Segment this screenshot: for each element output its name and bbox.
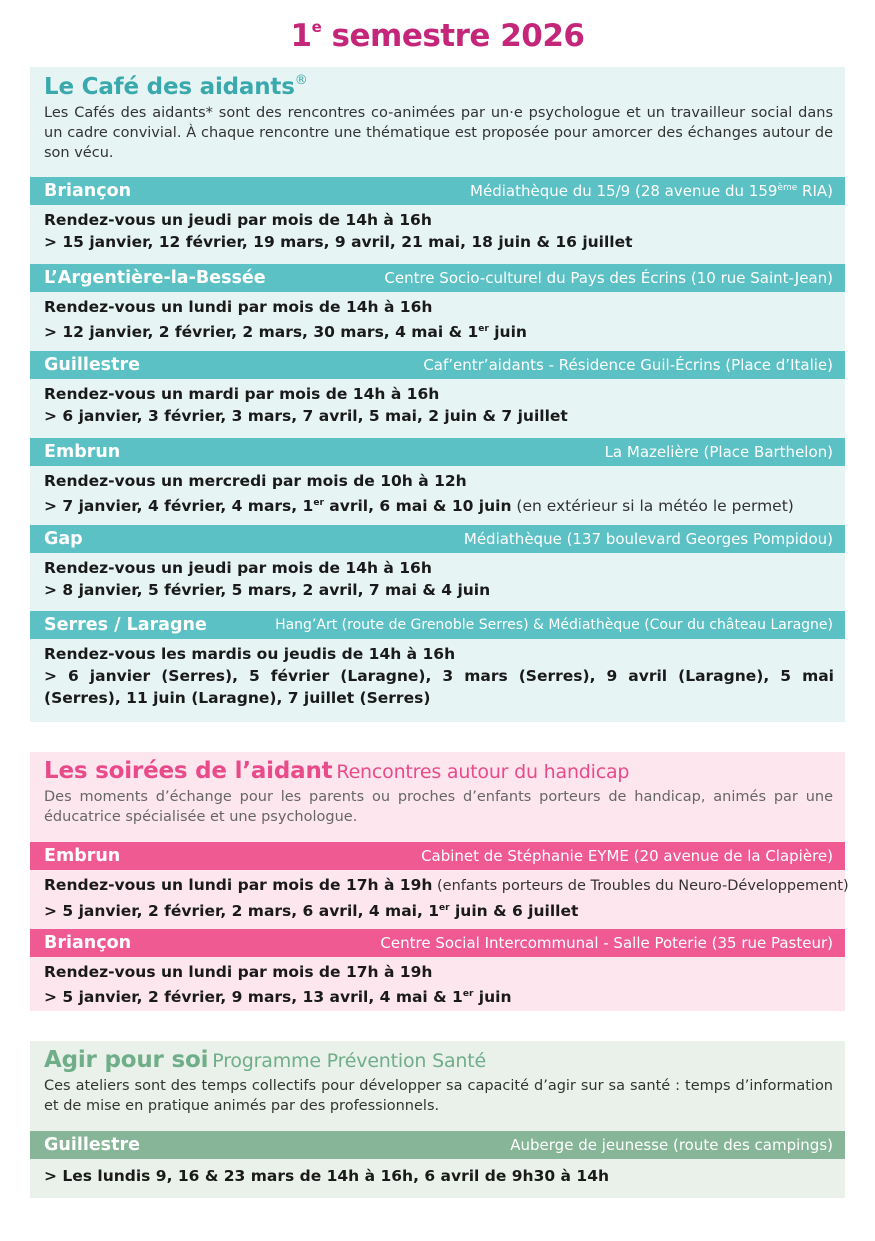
agir-header — [44, 1047, 833, 1116]
dates-note: (en extérieur si la météo le permet) — [511, 497, 794, 515]
detail-briancon — [44, 961, 834, 1008]
location-bar-briancon — [30, 929, 845, 957]
location-city: Serres / Laragne — [44, 615, 207, 635]
page-title-sup: e — [311, 18, 322, 36]
soirees-description: Des moments d’échange pour les parents ou proches d’enfants porteurs de handicap, animés par une éducatrice spécialisée et une psychologue. — [44, 789, 833, 825]
schedule-text: Rendez-vous un jeudi par mois de 14h à 16h — [44, 211, 432, 229]
soirees-title: Les soirées de l’aidant Rencontres autour du handicap — [44, 758, 630, 784]
soirees-header — [44, 758, 833, 827]
location-place: Centre Socio-culturel du Pays des Écrins (10 rue Saint-Jean) — [384, 269, 833, 287]
dates-text: > 8 janvier, 5 février, 5 mars, 2 avril, 7 mai & 4 juin — [44, 581, 491, 599]
location-city: Guillestre — [44, 1135, 140, 1155]
location-place: Caf’entr’aidants - Résidence Guil-Écrins (Place d’Italie) — [423, 356, 833, 374]
detail-guillestre — [44, 383, 834, 427]
agir-title: Agir pour soi Programme Prévention Santé — [44, 1047, 486, 1073]
cafe-header — [44, 73, 833, 163]
schedule-text: Rendez-vous un lundi par mois de 17h à 19h — [44, 963, 433, 981]
location-place: La Mazelière (Place Barthelon) — [604, 443, 833, 461]
soirees-section — [30, 752, 849, 1011]
location-bar-gap — [30, 525, 845, 553]
location-place: Auberge de jeunesse (route des campings) — [510, 1136, 833, 1154]
location-bar-embrun — [30, 842, 845, 870]
cafe-description: Les Cafés des aidants* sont des rencontres co-animées par un·e psychologue et un travailleur social dans un cadre convivial. À chaque rencontre une thématique est proposée pour amorcer des échanges autour de son vécu. — [44, 105, 833, 161]
location-bar-serres-laragne — [30, 611, 845, 639]
schedule-text: Rendez-vous un lundi par mois de 17h à 19h (enfants porteurs de Troubles du Neuro-Développement) — [44, 876, 849, 894]
detail-guillestre — [44, 1165, 834, 1187]
location-bar-embrun — [30, 438, 845, 466]
schedule-text: Rendez-vous les mardis ou jeudis de 14h à 16h — [44, 645, 456, 663]
location-place: Médiathèque (137 boulevard Georges Pompidou) — [463, 530, 833, 548]
dates-text: > 5 janvier, 2 février, 9 mars, 13 avril, 4 mai & 1er juin — [44, 988, 512, 1006]
detail-gap — [44, 557, 834, 601]
agir-subtitle: Programme Prévention Santé — [212, 1050, 486, 1072]
location-city: Briançon — [44, 181, 132, 201]
dates-text: > 5 janvier, 2 février, 2 mars, 6 avril, 4 mai, 1er juin & 6 juillet — [44, 902, 579, 920]
page-title — [0, 18, 875, 54]
location-city: Briançon — [44, 933, 132, 953]
detail-embrun — [44, 470, 834, 517]
detail-embrun — [44, 874, 849, 922]
agir-section — [30, 1041, 845, 1198]
agir-description: Ces ateliers sont des temps collectifs pour développer sa capacité d’agir sur sa santé : temps d’information et de mise en pratique animés par des professionnels. — [44, 1078, 833, 1114]
location-city: Guillestre — [44, 355, 140, 375]
schedule-text: Rendez-vous un mercredi par mois de 10h à 12h — [44, 472, 467, 490]
cafe-section — [30, 67, 845, 722]
location-city: Embrun — [44, 846, 121, 866]
detail-argentiere — [44, 296, 834, 343]
location-bar-guillestre — [30, 351, 845, 379]
schedule-note: (enfants porteurs de Troubles du Neuro-Développement) — [432, 878, 849, 894]
location-place: Médiathèque du 15/9 (28 avenue du 159ème RIA) — [470, 182, 833, 200]
location-city: Gap — [44, 529, 83, 549]
dates-text: > 15 janvier, 12 février, 19 mars, 9 avril, 21 mai, 18 juin & 16 juillet — [44, 233, 633, 251]
dates-text: > 6 janvier, 3 février, 3 mars, 7 avril, 5 mai, 2 juin & 7 juillet — [44, 407, 568, 425]
page-title-number: 1 — [290, 18, 312, 54]
schedule-text: Rendez-vous un mardi par mois de 14h à 16h — [44, 385, 440, 403]
location-place: Hang’Art (route de Grenoble Serres) & Médiathèque (Cour du château Laragne) — [275, 617, 833, 633]
location-bar-guillestre — [30, 1131, 845, 1159]
dates-text: > Les lundis 9, 16 & 23 mars de 14h à 16h, 6 avril de 9h30 à 14h — [44, 1167, 610, 1185]
dates-text: > 6 janvier (Serres), 5 février (Laragne), 3 mars (Serres), 9 avril (Laragne), 5 mai (Serres), 11 juin (Laragne), 7 juillet (Serres) — [44, 667, 834, 707]
dates-text: > 12 janvier, 2 février, 2 mars, 30 mars, 4 mai & 1er juin — [44, 323, 527, 341]
schedule-text: Rendez-vous un lundi par mois de 14h à 16h — [44, 298, 433, 316]
page-title-text: semestre 2026 — [321, 18, 585, 54]
location-bar-briancon — [30, 177, 845, 205]
location-place: Cabinet de Stéphanie EYME (20 avenue de la Clapière) — [421, 847, 833, 865]
schedule-text: Rendez-vous un jeudi par mois de 14h à 16h — [44, 559, 432, 577]
location-bar-argentiere — [30, 264, 845, 292]
soirees-subtitle: Rencontres autour du handicap — [336, 761, 630, 783]
location-city: Embrun — [44, 442, 121, 462]
detail-briancon — [44, 209, 834, 253]
cafe-title: Le Café des aidants® — [44, 73, 308, 100]
location-city: L’Argentière-la-Bessée — [44, 268, 266, 288]
detail-serres-laragne — [44, 643, 834, 709]
dates-text: > 7 janvier, 4 février, 4 mars, 1er avril, 6 mai & 10 juin (en extérieur si la météo le permet) — [44, 497, 794, 515]
location-place: Centre Social Intercommunal - Salle Poterie (35 rue Pasteur) — [380, 934, 833, 952]
